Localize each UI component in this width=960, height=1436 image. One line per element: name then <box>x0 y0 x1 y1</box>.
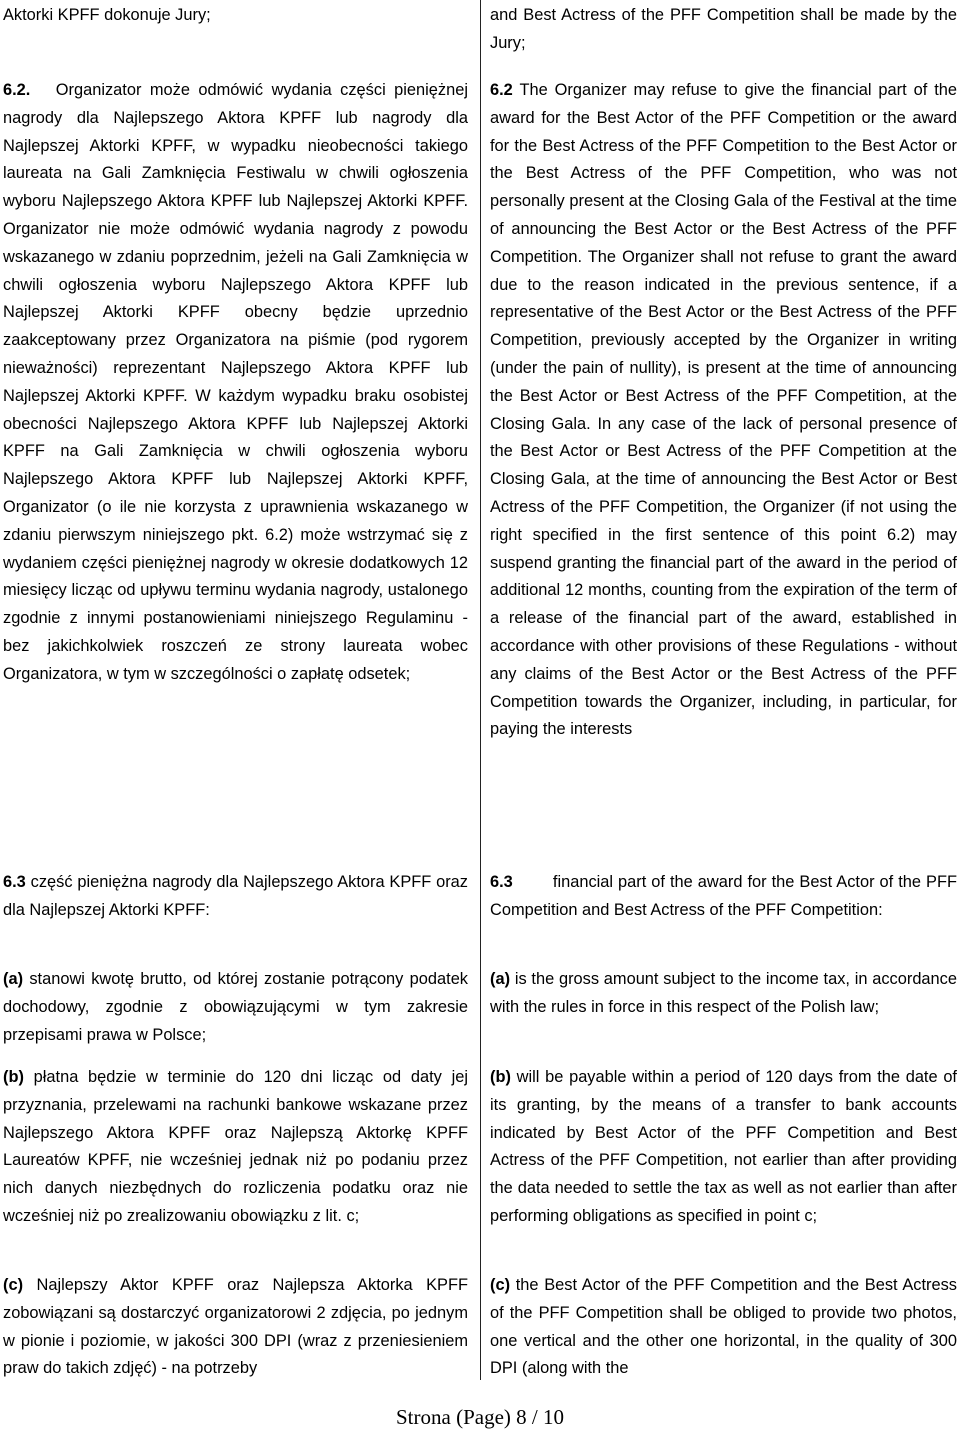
item-a-text-pl: stanowi kwotę brutto, od której zostanie potrącony podatek dochodowy, zgodnie z obowiązującymi w tym zakresie przepisami prawa w Polsce; <box>3 970 469 1044</box>
item-b-en <box>490 1064 957 1231</box>
section-text-6-3-pl: część pieniężna nagrody dla Najlepszego Aktora KPFF oraz dla Najlepszej Aktorki KPFF: <box>3 873 468 919</box>
item-c-label-pl: (c) <box>3 1276 24 1294</box>
section-6-2-pl <box>3 77 468 689</box>
item-c-en <box>490 1272 957 1383</box>
item-a-label-en: (a) <box>490 970 511 988</box>
item-b-text-en: will be payable within a period of 120 days from the date of its granting, by the means of a transfer to bank accounts indicated by Best Actor of the PFF Competition and Best Actress of the PFF Competition, not earlier than after providing the data needed to settle the tax as well as not earlier than after performing obligations as specified in point c; <box>490 1068 957 1225</box>
section-text-6-2-pl: Organizator może odmówić wydania części pieniężnej nagrody dla Najlepszego Aktora KPFF lub nagrody dla Najlepszej Aktorki KPFF, w wypadku nieobecności takiego laureata na Gali Zamknięcia Festiwalu w chwili ogłoszenia wyboru Najlepszego Aktora KPFF lub Najlepszej Aktorki KPFF. Organizator nie może odmówić wydania nagrody z powodu wskazanego w zdaniu poprzednim, jeżeli na Gali Zamknięcia w chwili ogłoszenia wyboru Najlepszego Aktora KPFF lub Najlepszej Aktorki KPFF obecny będzie uprzednio zaakceptowany przez Organizatora na piśmie (pod rygorem nieważności) reprezentant Najlepszego Aktora KPFF lub Najlepszej Aktorki KPFF. W każdym wypadku braku osobistej obecności Najlepszego Aktora KPFF lub Najlepszej Aktorki KPFF na Gali Zamknięcia w chwili ogłoszenia wyboru Najlepszego Aktora KPFF lub Najlepszej Aktorki KPFF, Organizator (o ile nie korzysta z uprawnienia wskazanego w zdaniu pierwszym niniejszego pkt. 6.2) może wstrzymać się z wydaniem części pieniężnej nagrody w okresie dodatkowych 12 miesięcy licząc od upływu terminu wydania nagrody, ustalonego zgodnie z innymi postanowieniami niniejszego Regulaminu - bez jakichkolwiek roszczeń ze strony laureata wobec Organizatora, w tym w szczególności o zapłatę odsetek; <box>3 81 468 683</box>
item-c-pl <box>3 1272 468 1383</box>
section-number-6-3-pl: 6.3 <box>3 873 26 891</box>
intro-paragraph-en <box>490 2 957 58</box>
section-text-6-2-en: The Organizer may refuse to give the financial part of the award for the Best Actor of the PFF Competition or the award for the Best Actress of the PFF Competition to the Best Actor or the Best Actress of the PFF Competition, who was not personally present at the Closing Gala of the Festival at the time of announcing the Best Actor or the Best Actress of the PFF Competition. The Organizer shall not refuse to grant the award due to the reason indicated in the previous sentence, if a representative of the Best Actor or the Best Actress of the PFF Competition, previously accepted by the Organizer in writing (under the pain of nullity), is present at the time of announcing the Best Actor or Best Actress of the PFF Competition, at the Closing Gala. In any case of the lack of personal presence of the Best Actor or Best Actress of the PFF Competition at the Closing Gala, at the time of announcing the Best Actor or Best Actress of the PFF Competition, the Organizer (if not using the right specified in the first sentence of this point 6.2) may suspend granting the financial part of the award in the period of additional 12 months, counting from the expiration of the term of a release of the financial part of the award, established in accordance with other provisions of these Regulations - without any claims of the Best Actor or the Best Actress of the PFF Competition towards the Organizer, including, in particular, for paying the interests <box>490 81 957 739</box>
item-b-label-pl: (b) <box>3 1068 24 1086</box>
section-number-6-2-en: 6.2 <box>490 81 513 99</box>
item-c-text-pl: Najlepszy Aktor KPFF oraz Najlepsza Aktorka KPFF zobowiązani są dostarczyć organizatorowi 2 zdjęcia, po jednym w pionie i poziomie, w jakości 300 DPI (wraz z przeniesieniem praw do takich zdjęć) - na potrzeby <box>3 1276 468 1378</box>
item-c-label-en: (c) <box>490 1276 511 1294</box>
item-b-pl <box>3 1064 468 1231</box>
column-divider <box>480 0 481 1380</box>
item-c-text-en: the Best Actor of the PFF Competition and the Best Actress of the PFF Competition shall be obliged to provide two photos, one vertical and the other one horizontal, in the quality of 300 DPI (along with the <box>490 1276 957 1378</box>
section-6-3-en <box>490 869 957 925</box>
item-b-text-pl: płatna będzie w terminie do 120 dni licząc od daty jej przyznania, przelewami na rachunki bankowe wskazane przez Najlepszego Aktora KPFF oraz Najlepszą Aktorkę KPFF Laureatów KPFF, nie wcześniej jednak niż po podaniu przez nich danych niezbędnych do rozliczenia podatku oraz nie wcześniej niż po zrealizowaniu obowiązku z lit. c; <box>3 1068 468 1225</box>
section-text-6-3-en: financial part of the award for the Best Actor of the PFF Competition and Best Actress of the PFF Competition: <box>490 873 957 919</box>
intro-text-pl: Aktorki KPFF dokonuje Jury; <box>3 6 211 24</box>
intro-paragraph-pl <box>3 2 468 30</box>
intro-text-en: and Best Actress of the PFF Competition shall be made by the Jury; <box>490 6 957 52</box>
section-number-6-3-en: 6.3 <box>490 873 513 891</box>
section-6-2-en <box>490 77 957 744</box>
page-number-footer: Strona (Page) 8 / 10 <box>396 1405 564 1429</box>
section-6-3-pl <box>3 869 468 925</box>
item-b-label-en: (b) <box>490 1068 511 1086</box>
section-number-6-2-pl: 6.2. <box>3 81 31 99</box>
item-a-label-pl: (a) <box>3 970 24 988</box>
item-a-text-en: is the gross amount subject to the income tax, in accordance with the rules in force in this respect of the Polish law; <box>490 970 957 1016</box>
item-a-pl <box>3 966 468 1049</box>
item-a-en <box>490 966 957 1022</box>
